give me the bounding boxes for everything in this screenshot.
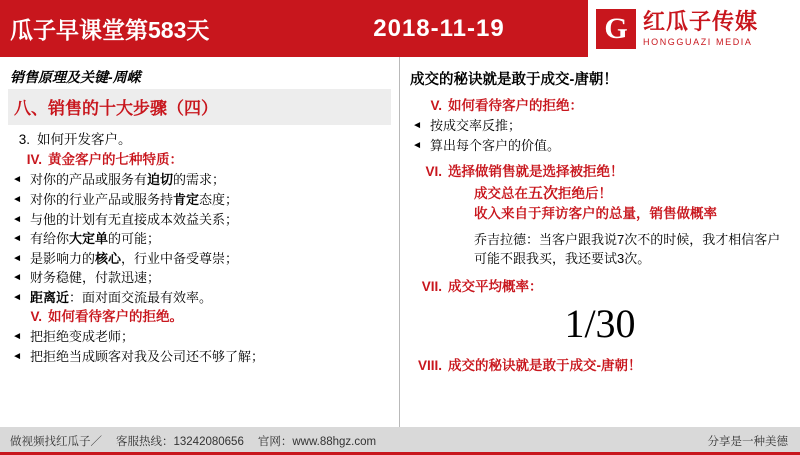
list-marker: VII. (421, 278, 442, 294)
list-item (8, 250, 391, 268)
list-text (30, 250, 391, 268)
list-text (30, 171, 391, 189)
text-part-a: 对你的产品或服务有 (30, 172, 148, 188)
left-column (0, 57, 400, 427)
list-marker: 3. (18, 132, 30, 147)
list-item (8, 171, 391, 189)
list-item (408, 97, 792, 115)
text-part-a: 成交总在 (474, 185, 528, 201)
header-title-block (0, 0, 290, 57)
right-top-line: 成交的秘诀就是敢于成交-唐朝！ (410, 72, 618, 88)
text-part-c: 的需求； (173, 172, 226, 188)
list-marker: V. (430, 98, 442, 113)
text-emphasis: 大定单 (69, 231, 109, 247)
vi-line-2: 收入来自于拜访客户的总量，销售做概率 (474, 206, 717, 222)
right-column (400, 57, 800, 427)
bullet-icon: ◄ (412, 139, 422, 151)
list-marker: V. (30, 309, 42, 325)
text-part-c: 拒绝后！ (558, 185, 613, 201)
list-marker: VI. (425, 164, 442, 180)
list-text (30, 230, 391, 248)
list-item (408, 117, 792, 135)
logo-glyph-icon: G (596, 9, 636, 49)
list-text: 如何看待客户的拒绝。 (48, 309, 183, 325)
list-text: 成交平均概率： (448, 278, 543, 294)
outline-level-2-v (8, 308, 391, 326)
list-item (8, 328, 391, 346)
list-item (8, 269, 391, 287)
bullet-icon: ◄ (12, 331, 22, 343)
list-text: 黄金客户的七种特质： (48, 152, 183, 168)
outline-level-3-v-right (408, 117, 792, 154)
vi-line-1 (474, 183, 792, 205)
list-text: 成交的秘诀就是敢于成交-唐朝！ (448, 357, 642, 373)
text-part-c: 态度； (199, 191, 239, 207)
header-date: 2018-11-19 (373, 14, 505, 42)
slide-footer (0, 427, 800, 455)
bullet-icon: ◄ (12, 272, 22, 284)
bullet-icon: ◄ (12, 252, 22, 264)
footer-phone: 客服热线：13242080656 (116, 436, 244, 448)
list-item (8, 230, 391, 248)
list-item (8, 191, 391, 209)
text-emphasis: 核心 (95, 250, 122, 266)
outline-level-3-iv (8, 171, 391, 306)
list-item (8, 211, 391, 229)
text-part-a: 对你的行业产品或服务持 (30, 191, 174, 207)
outline-level-2-vii (408, 278, 792, 296)
page-title: 瓜子早课堂第583天 (10, 17, 210, 43)
list-text: 财务稳健，付款迅速； (30, 270, 161, 286)
list-item (408, 357, 792, 375)
subtitle: 销售原理及关键-周嵘 (10, 69, 141, 85)
list-text: 与他的计划有无直接成本效益关系； (30, 211, 239, 227)
footer-site: 官网：www.88hgz.com (257, 436, 377, 448)
list-item (8, 131, 391, 149)
bullet-icon: ◄ (12, 213, 22, 225)
list-item (8, 151, 391, 169)
list-item (8, 308, 391, 326)
header-date-block (290, 0, 588, 57)
outline-level-2 (8, 151, 391, 169)
text-emphasis: 迫切 (147, 172, 174, 188)
section-heading: 八、销售的十大步骤（四） (8, 89, 391, 125)
text-part-a: 有给你 (30, 231, 70, 247)
bullet-icon: ◄ (12, 351, 22, 363)
logo-name-cn: 红瓜子传媒 (643, 9, 759, 35)
outline-level-2-vi (408, 163, 792, 181)
list-text: 按成交率反推； (430, 118, 522, 134)
bullet-icon: ◄ (412, 120, 422, 132)
text-emphasis: 五次 (528, 184, 559, 202)
outline-level-1 (8, 131, 391, 149)
text-emphasis: 肯定 (173, 191, 200, 207)
list-item (8, 289, 391, 307)
brand-logo (588, 0, 800, 57)
list-text: 把拒绝变成老师； (30, 329, 135, 345)
list-text: 选择做销售就是选择被拒绝！ (448, 164, 624, 180)
vi-emphasis-block (474, 183, 792, 224)
list-text (30, 289, 391, 307)
text-emphasis: 距离近 (30, 289, 70, 305)
list-text: 如何开发客户。 (37, 132, 132, 147)
text-part-c: ，行业中备受尊崇； (121, 250, 239, 266)
footer-brand: 做视频找红瓜子／ (10, 436, 102, 448)
slide-header (0, 0, 800, 57)
list-marker: IV. (26, 152, 42, 168)
bullet-icon: ◄ (12, 233, 22, 245)
list-marker: VIII. (417, 357, 442, 373)
bullet-icon: ◄ (12, 193, 22, 205)
logo-text (643, 10, 758, 46)
footer-slogan: 分享是一种美德 (707, 436, 788, 448)
outline-level-2-viii (408, 357, 792, 375)
list-item (408, 163, 792, 181)
bullet-icon: ◄ (12, 174, 22, 186)
list-text (30, 191, 391, 209)
logo-name-en: HONGGUAZI MEDIA (643, 36, 753, 47)
probability-value: 1/30 (564, 300, 636, 346)
outline-level-3-v (8, 328, 391, 365)
text-part-c: 的可能； (108, 231, 161, 247)
slide-body (0, 57, 800, 427)
list-text: 把拒绝当成顾客对我及公司还不够了解； (30, 349, 265, 365)
list-item (408, 278, 792, 296)
bullet-icon: ◄ (12, 291, 22, 303)
outline-level-2-v-right (408, 97, 792, 115)
quote-text: 乔吉拉德：当客户跟我说7次不的时候，我才相信客户可能不跟我买，我还要试3次。 (474, 231, 781, 266)
list-item (408, 137, 792, 155)
list-item (8, 348, 391, 366)
list-text: 如何看待客户的拒绝： (448, 98, 583, 113)
text-part-c: ：面对面交流最有效率。 (69, 289, 213, 305)
list-text: 算出每个客户的价值。 (430, 137, 561, 153)
text-part-a: 是影响力的 (30, 250, 96, 266)
